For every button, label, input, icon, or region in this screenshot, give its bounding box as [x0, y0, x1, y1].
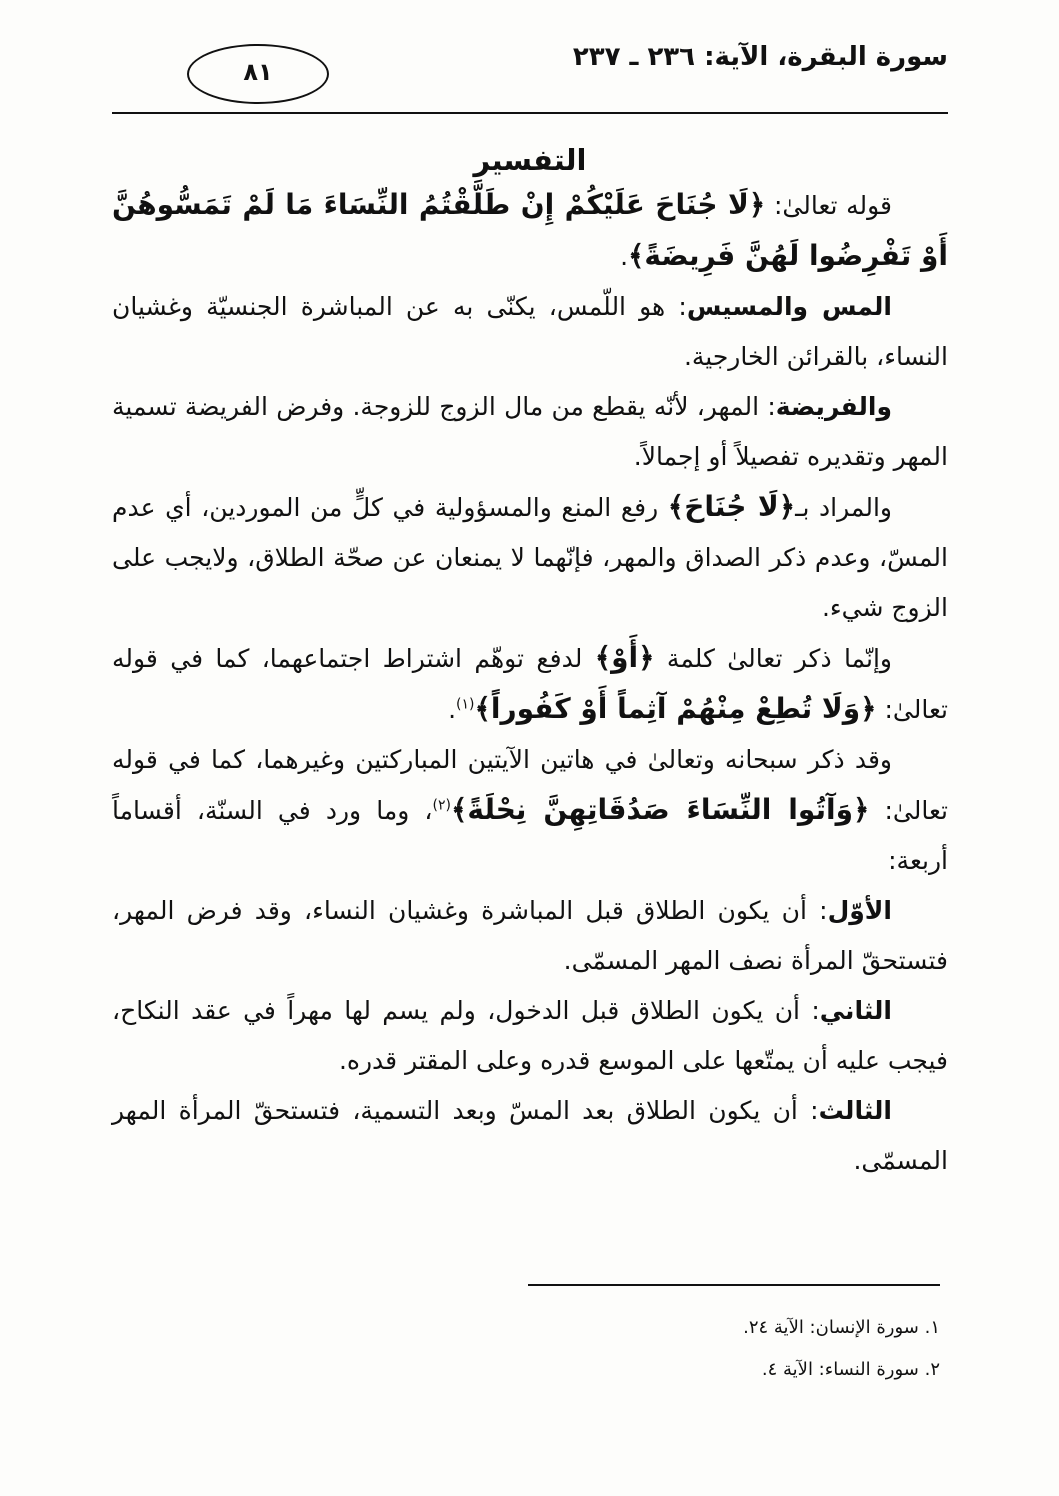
verse-intro: قوله تعالىٰ:	[765, 191, 892, 220]
verse-end: .	[620, 242, 629, 271]
main-text	[112, 140, 948, 1186]
running-title: سورة البقرة، الآية: ٢٣٦ ـ ٢٣٧	[572, 42, 948, 72]
page-number: ٨١	[187, 44, 329, 104]
paragraph-explanation	[112, 482, 948, 633]
footnote-ref[interactable]: (١)	[456, 696, 475, 713]
paragraph-definition	[112, 382, 948, 482]
explanation-text: رفع المنع والمسؤولية في كلٍّ من الموردين، أي عدم المسّ، وعدم ذكر الصداق والمهر، فإنّهما لا يمنعان عن صحّة الطلاق، ولايجب على الزوج شيء.	[112, 493, 948, 622]
page-header	[112, 34, 948, 84]
header-divider	[112, 112, 948, 114]
section-title: التفسير	[473, 143, 587, 177]
category-text: : أن يكون الطلاق قبل الدخول، ولم يسم لها مهراً في عقد النكاح، فيجب عليه أن يمتّعها على الموسع قدره وعلى المقتر قدره.	[112, 996, 948, 1075]
term-heading: الثاني	[819, 996, 892, 1025]
footnote-divider	[528, 1284, 940, 1286]
explanation-text: لدفع توهّم اشتراط اجتماعهما، كما في قوله تعالىٰ:	[112, 644, 948, 724]
footnote-item: ١. سورة الإنسان: الآية ٢٤.	[743, 1317, 940, 1338]
paragraph-category	[112, 1086, 948, 1186]
paragraph-category	[112, 886, 948, 986]
quran-quote: ﴿وَآتُوا النِّسَاءَ صَدُقَاتِهِنَّ نِحْلَةً﴾	[450, 793, 870, 826]
explanation-lead: وإنّما ذكر تعالىٰ كلمة	[654, 644, 892, 673]
sentence-end: .	[448, 695, 457, 724]
paragraph-explanation	[112, 633, 948, 735]
quran-verse: ﴿لَا جُنَاحَ عَلَيْكُمْ إِنْ طَلَّقْتُمُ النِّسَاءَ مَا لَمْ تَمَسُّوهُنَّ أَوْ تَفْرِضُوا لَهُنَّ فَرِيضَةً﴾	[112, 188, 948, 272]
category-text: : أن يكون الطلاق بعد المسّ وبعد التسمية، فتستحقّ المرأة المهر المسمّى.	[112, 1096, 948, 1175]
quran-word: ﴿أَوْ﴾	[594, 641, 655, 674]
explanation-lead: وقد ذكر سبحانه وتعالىٰ في هاتين الآيتين المباركتين وغيرهما، كما في قوله تعالىٰ:	[112, 745, 949, 825]
term-heading: الثالث	[818, 1096, 892, 1125]
paragraph-verse	[112, 180, 948, 282]
footnote-ref[interactable]: (٢)	[432, 797, 451, 814]
footnotes	[528, 1310, 940, 1394]
definition-text: : المهر، لأنّه يقطع من مال الزوج للزوجة. وفرض الفريضة تسمية المهر وتقديره تفصيلاً أو إجمالاً.	[112, 392, 948, 471]
paragraph-explanation	[112, 735, 948, 886]
paragraph-category	[112, 986, 948, 1086]
quran-quote: ﴿وَلَا تُطِعْ مِنْهُمْ آثِماً أَوْ كَفُوراً﴾	[474, 692, 877, 725]
term-heading: المس والمسيس	[686, 292, 893, 321]
definition-text: : هو اللّمس، يكنّى به عن المباشرة الجنسيّة وغشيان النساء، بالقرائن الخارجية.	[112, 292, 948, 371]
category-text: : أن يكون الطلاق قبل المباشرة وغشيان النساء، وقد فرض المهر، فتستحقّ المرأة نصف المهر المسمّى.	[112, 896, 948, 975]
footnote-item: ٢. سورة النساء: الآية ٤.	[761, 1359, 940, 1380]
term-heading: والفريضة	[775, 392, 892, 421]
explanation-lead: والمراد بـ	[795, 493, 892, 522]
paragraph-definition	[112, 282, 948, 382]
quran-quote: ﴿لَا جُنَاحَ﴾	[667, 490, 796, 523]
explanation-text: ، وما ورد في السنّة، أقساماً أربعة:	[112, 796, 948, 875]
term-heading: الأوّل	[827, 896, 892, 925]
